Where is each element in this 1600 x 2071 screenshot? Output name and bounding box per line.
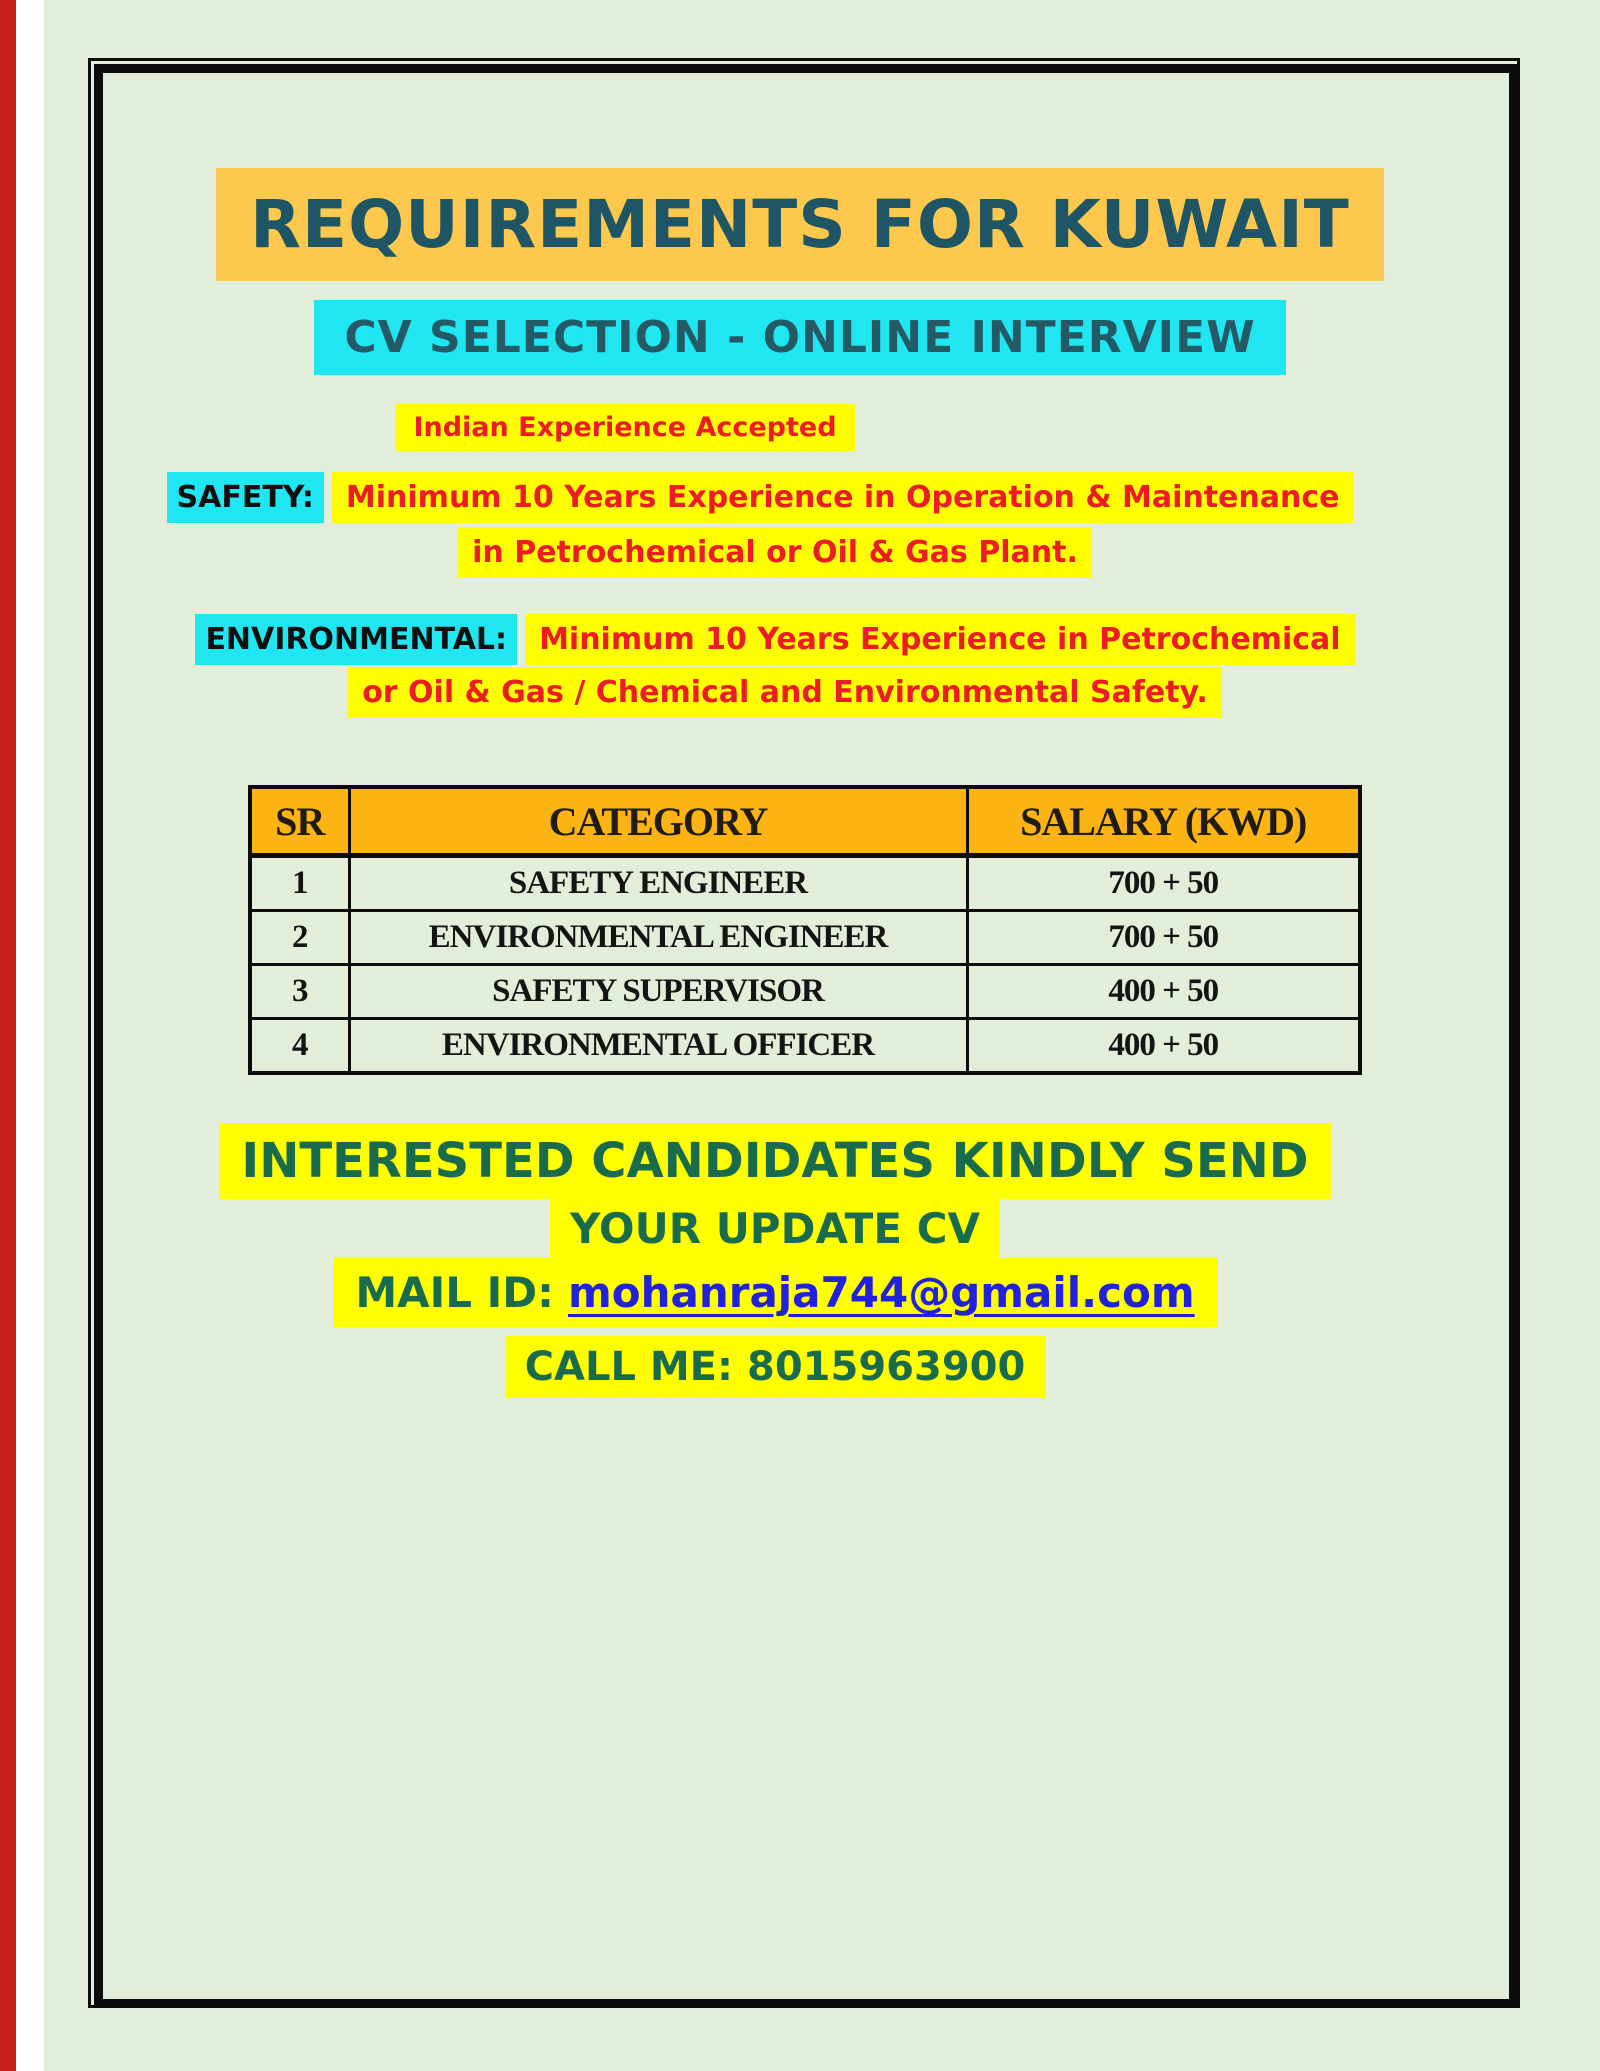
cell-category: SAFETY ENGINEER (349, 856, 967, 911)
environmental-requirement-line1 (20, 614, 1530, 665)
safety-requirement-line2 (20, 527, 1530, 578)
cta-line2-text: YOUR UPDATE CV (550, 1196, 1000, 1261)
table-header-row (250, 787, 1360, 856)
left-red-stripe (0, 0, 16, 2071)
call-label: CALL ME: (524, 1344, 733, 1390)
email-link[interactable]: mohanraja744@gmail.com (567, 1268, 1195, 1317)
environmental-label: ENVIRONMENTAL: (195, 614, 517, 665)
environmental-requirement-text: Minimum 10 Years Experience in Petrochemical (525, 614, 1354, 665)
safety-label: SAFETY: (167, 472, 324, 523)
cell-sr: 1 (250, 856, 349, 911)
mail-line (20, 1258, 1530, 1327)
table-row (250, 1019, 1360, 1074)
cell-salary: 400 + 50 (967, 965, 1360, 1019)
safety-requirement-text: Minimum 10 Years Experience in Operation & Maintenance (332, 472, 1354, 523)
environmental-requirement-text-2: or Oil & Gas / Chemical and Environmental Safety. (348, 667, 1222, 718)
cta-line1 (20, 1123, 1530, 1199)
table-row (250, 965, 1360, 1019)
table-row (250, 856, 1360, 911)
cell-sr: 3 (250, 965, 349, 1019)
cta-line2 (20, 1196, 1530, 1261)
cell-category: SAFETY SUPERVISOR (349, 965, 967, 1019)
safety-requirement-line1 (5, 472, 1515, 523)
table-row (250, 911, 1360, 965)
cell-salary: 700 + 50 (967, 856, 1360, 911)
page-subtitle-text: CV SELECTION - ONLINE INTERVIEW (314, 300, 1285, 375)
experience-note-text: Indian Experience Accepted (395, 404, 854, 451)
header-sr: SR (250, 787, 349, 856)
cell-sr: 4 (250, 1019, 349, 1074)
cell-category: ENVIRONMENTAL OFFICER (349, 1019, 967, 1074)
safety-requirement-text-2: in Petrochemical or Oil & Gas Plant. (458, 527, 1092, 578)
page-title (45, 168, 1555, 281)
phone-number: 8015963900 (747, 1344, 1026, 1390)
cell-sr: 2 (250, 911, 349, 965)
cta-line1-text: INTERESTED CANDIDATES KINDLY SEND (219, 1123, 1330, 1199)
experience-note (0, 404, 1380, 451)
salary-table (248, 785, 1362, 1075)
cell-category: ENVIRONMENTAL ENGINEER (349, 911, 967, 965)
cell-salary: 400 + 50 (967, 1019, 1360, 1074)
header-salary: SALARY (KWD) (967, 787, 1360, 856)
page-title-text: REQUIREMENTS FOR KUWAIT (216, 168, 1384, 281)
header-category: CATEGORY (349, 787, 967, 856)
call-line (20, 1336, 1530, 1398)
page-subtitle (45, 300, 1555, 375)
mail-label: MAIL ID: (355, 1268, 554, 1317)
environmental-requirement-line2 (30, 667, 1540, 718)
cell-salary: 700 + 50 (967, 911, 1360, 965)
flyer-content (45, 0, 1555, 2071)
